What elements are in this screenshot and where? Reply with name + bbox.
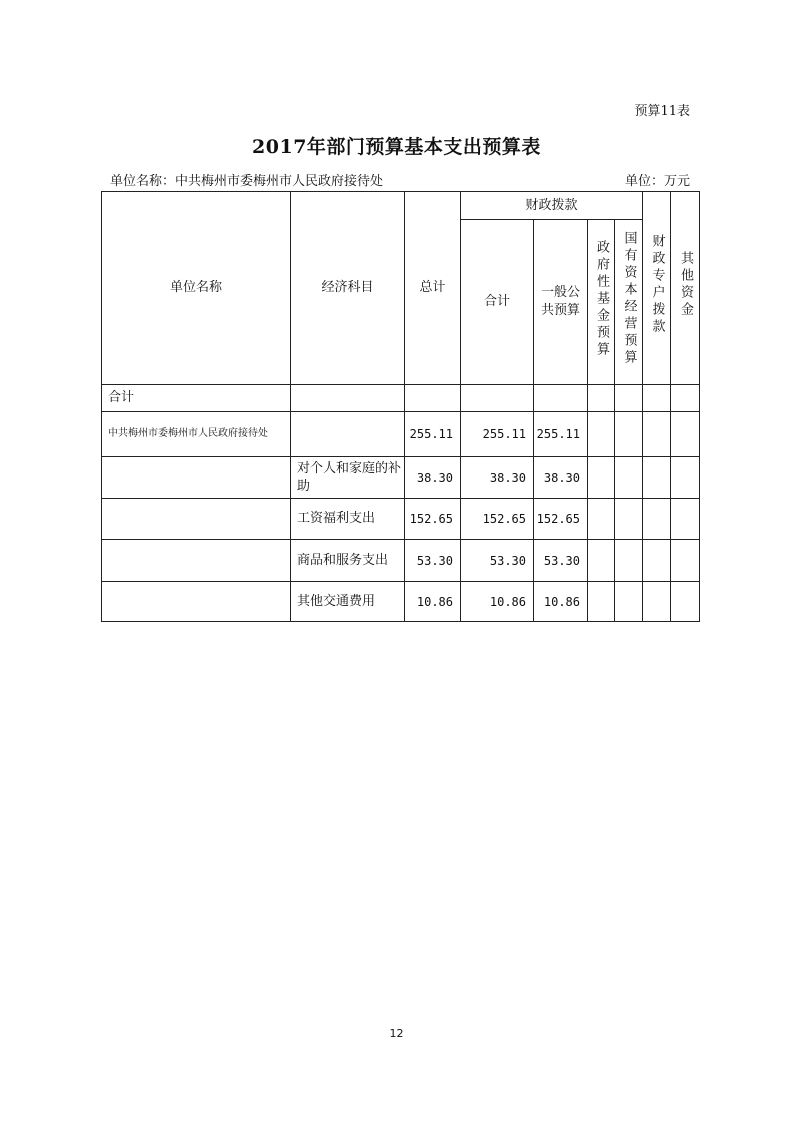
row-total — [405, 385, 461, 412]
row-general: 38.30 — [534, 457, 588, 499]
row-total: 255.11 — [405, 412, 461, 457]
row-general — [534, 385, 588, 412]
row-subject — [291, 412, 405, 457]
row-general: 10.86 — [534, 582, 588, 622]
header-other-funds: 其他资金 — [678, 251, 694, 319]
page-title: 2017年部门预算基本支出预算表 — [252, 136, 541, 158]
row-subject: 工资福利支出 — [291, 499, 405, 540]
row-total: 53.30 — [405, 540, 461, 582]
row-unit — [102, 540, 291, 582]
header-state-capital-budget: 国有资本经营预算 — [621, 231, 637, 367]
header-row-1 — [102, 192, 700, 220]
row-subtotal: 38.30 — [461, 457, 534, 499]
header-subtotal: 合计 — [461, 220, 534, 385]
header-fiscal-special-cell — [643, 192, 671, 385]
unit-name-label: 单位名称：中共梅州市委梅州市人民政府接待处 — [110, 174, 384, 189]
row-subject: 其他交通费用 — [291, 582, 405, 622]
row-unit — [102, 457, 291, 499]
header-unit-name: 单位名称 — [102, 192, 291, 385]
row-total: 10.86 — [405, 582, 461, 622]
header-econ-subject: 经济科目 — [291, 192, 405, 385]
row-general: 53.30 — [534, 540, 588, 582]
table-number-label: 预算11表 — [634, 104, 690, 119]
table-row — [102, 540, 700, 582]
row-total: 152.65 — [405, 499, 461, 540]
table-row — [102, 582, 700, 622]
table-row — [102, 385, 700, 412]
header-gov-fund-budget: 政府性基金预算 — [594, 239, 609, 359]
row-subtotal — [461, 385, 534, 412]
row-unit: 中共梅州市委梅州市人民政府接待处 — [102, 412, 291, 457]
row-general: 152.65 — [534, 499, 588, 540]
row-subject — [291, 385, 405, 412]
row-subtotal: 255.11 — [461, 412, 534, 457]
row-unit — [102, 499, 291, 540]
table-row — [102, 499, 700, 540]
table-row — [102, 457, 700, 499]
row-subtotal: 53.30 — [461, 540, 534, 582]
row-total: 38.30 — [405, 457, 461, 499]
row-subtotal: 152.65 — [461, 499, 534, 540]
row-general: 255.11 — [534, 412, 588, 457]
header-state-capital-budget-cell — [615, 220, 643, 385]
table-row — [102, 412, 700, 457]
header-general-budget: 一般公共预算 — [534, 220, 588, 385]
currency-unit-label: 单位：万元 — [624, 174, 690, 189]
row-subtotal: 10.86 — [461, 582, 534, 622]
row-unit — [102, 582, 291, 622]
row-subject: 对个人和家庭的补助 — [291, 457, 405, 499]
row-subject: 商品和服务支出 — [291, 540, 405, 582]
header-gov-fund-budget-cell — [588, 220, 615, 385]
header-total: 总计 — [405, 192, 461, 385]
header-fiscal-allocation: 财政拨款 — [461, 192, 643, 220]
row-unit: 合计 — [102, 385, 291, 412]
header-other-funds-cell — [671, 192, 700, 385]
budget-table — [101, 191, 700, 622]
header-fiscal-special: 财政专户拨款 — [649, 234, 665, 336]
page-number: 12 — [389, 1027, 404, 1040]
